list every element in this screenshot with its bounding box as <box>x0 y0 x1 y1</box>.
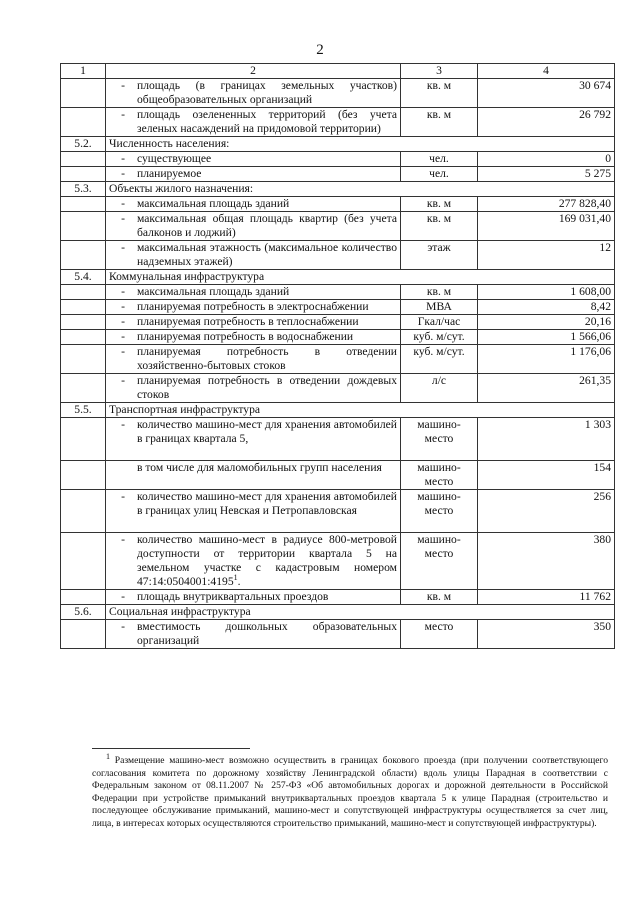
unit-cell: кв. м <box>401 108 478 137</box>
indicator-text: количество машино-мест для хранения автомобилей в границах улиц Невская и Петропавловская <box>137 490 397 517</box>
unit-cell: кв. м <box>401 590 478 605</box>
list-dash <box>109 461 137 475</box>
list-dash: - <box>121 300 125 313</box>
header-col-2: 2 <box>106 64 401 79</box>
table-row <box>61 620 615 649</box>
value-cell: 5 275 <box>478 167 615 182</box>
indicator-text: планируемая потребность в электроснабжении <box>137 300 369 313</box>
row-number <box>61 461 106 490</box>
value-cell: 350 <box>478 620 615 649</box>
table-row <box>61 461 615 490</box>
indicator-name <box>106 285 401 300</box>
table-row <box>61 167 615 182</box>
list-dash: - <box>121 79 125 92</box>
row-number: 5.5. <box>61 403 106 418</box>
indicator-name <box>106 315 401 330</box>
indicator-name <box>106 108 401 137</box>
row-number <box>61 285 106 300</box>
footnote-separator <box>92 748 250 749</box>
value-cell: 1 176,06 <box>478 345 615 374</box>
unit-cell: МВА <box>401 300 478 315</box>
indicator-name <box>106 374 401 403</box>
unit-cell: куб. м/сут. <box>401 345 478 374</box>
value-cell: 1 608,00 <box>478 285 615 300</box>
header-col-3: 3 <box>401 64 478 79</box>
table-row <box>61 212 615 241</box>
unit-cell: чел. <box>401 152 478 167</box>
value-cell: 12 <box>478 241 615 270</box>
indicator-name <box>106 167 401 182</box>
unit-cell: машино-место <box>401 418 478 461</box>
list-dash: - <box>121 590 125 603</box>
table-header-row <box>61 64 615 79</box>
indicator-text: планируемая потребность в отведении хозяйственно-бытовых стоков <box>137 345 397 372</box>
list-dash: - <box>121 533 125 546</box>
value-cell: 11 762 <box>478 590 615 605</box>
indicators-table <box>60 63 615 649</box>
indicator-name <box>106 490 401 533</box>
indicator-text: количество машино-мест в радиусе 800-метровой доступности от территории квартала 5 на земельном участке с кадастровым номером 47:14:0504001:4195 <box>137 533 397 588</box>
section-title: Объекты жилого назначения: <box>106 182 615 197</box>
value-cell: 1 303 <box>478 418 615 461</box>
table-row <box>61 418 615 461</box>
indicator-name <box>106 418 401 461</box>
row-number <box>61 197 106 212</box>
row-number <box>61 79 106 108</box>
list-dash: - <box>121 620 125 633</box>
unit-cell: машино-место <box>401 533 478 590</box>
row-number <box>61 330 106 345</box>
value-cell: 1 566,06 <box>478 330 615 345</box>
footnote-ref: 1 <box>233 573 238 583</box>
table-row <box>61 152 615 167</box>
header-col-4: 4 <box>478 64 615 79</box>
row-number <box>61 212 106 241</box>
row-number: 5.4. <box>61 270 106 285</box>
indicator-name <box>106 79 401 108</box>
row-number: 5.6. <box>61 605 106 620</box>
list-dash: - <box>121 108 125 121</box>
indicator-name <box>106 345 401 374</box>
indicator-text: площадь озелененных территорий (без учета зеленых насаждений на придомовой территории) <box>137 108 397 135</box>
section-title: Транспортная инфраструктура <box>106 403 615 418</box>
indicator-text: максимальная площадь зданий <box>137 285 290 298</box>
unit-cell: кв. м <box>401 212 478 241</box>
value-cell: 380 <box>478 533 615 590</box>
table-row <box>61 300 615 315</box>
table-row <box>61 197 615 212</box>
row-number: 5.3. <box>61 182 106 197</box>
unit-cell: машино-место <box>401 461 478 490</box>
indicator-text: планируемая потребность в отведении дождевых стоков <box>137 374 397 401</box>
list-dash: - <box>121 285 125 298</box>
list-dash: - <box>121 330 125 343</box>
unit-cell: место <box>401 620 478 649</box>
indicator-text: планируемая потребность в водоснабжении <box>137 330 354 343</box>
list-dash: - <box>121 418 125 431</box>
indicator-name <box>106 533 401 590</box>
indicator-text: в том числе для маломобильных групп населения <box>137 461 382 474</box>
value-cell: 261,35 <box>478 374 615 403</box>
footnote-text: Размещение машино-мест возможно осуществить в границах бокового проезда (при получении соответствующего согласования комитета по дорожному хозяйству Ленинградской области) вдоль улицы Парадная в соответствии с Федеральным законом от 08.11.2007 № 257-ФЗ «Об автомобильных дорогах и дорожной деятельности в Российской Федерации при устройстве примыканий внутриквартальных проездов квартала 5 к улице Парадная (строительство и последующее обслуживание примыканий, машино-мест и сопутствующей инфраструктуры осуществляется за счет лиц, лица, в интересах которых осуществляются строительство примыканий, машино-мест и сопутствующей инфраструктуры). <box>92 755 608 829</box>
section-title: Коммунальная инфраструктура <box>106 270 615 285</box>
list-dash: - <box>121 241 125 254</box>
indicator-text: максимальная этажность (максимальное количество надземных этажей) <box>137 241 397 268</box>
row-number <box>61 152 106 167</box>
row-number <box>61 300 106 315</box>
row-number <box>61 167 106 182</box>
row-number <box>61 241 106 270</box>
indicator-name <box>106 300 401 315</box>
table-row <box>61 285 615 300</box>
footnote <box>92 751 608 831</box>
table-row <box>61 108 615 137</box>
row-number <box>61 315 106 330</box>
header-col-1: 1 <box>61 64 106 79</box>
section-row <box>61 403 615 418</box>
value-cell: 154 <box>478 461 615 490</box>
table-row <box>61 315 615 330</box>
unit-cell: кв. м <box>401 197 478 212</box>
indicator-name <box>106 620 401 649</box>
indicator-text: максимальная площадь зданий <box>137 197 290 210</box>
row-number <box>61 590 106 605</box>
indicator-name <box>106 241 401 270</box>
indicator-text: планируемая потребность в теплоснабжении <box>137 315 359 328</box>
indicator-name <box>106 197 401 212</box>
unit-cell: Гкал/час <box>401 315 478 330</box>
list-dash: - <box>121 212 125 225</box>
indicator-name <box>106 152 401 167</box>
section-row <box>61 605 615 620</box>
value-cell: 277 828,40 <box>478 197 615 212</box>
indicator-text: количество машино-мест для хранения автомобилей в границах квартала 5, <box>137 418 397 445</box>
table-row <box>61 241 615 270</box>
value-cell: 20,16 <box>478 315 615 330</box>
value-cell: 30 674 <box>478 79 615 108</box>
indicator-text: планируемое <box>137 167 202 180</box>
unit-cell: машино-место <box>401 490 478 533</box>
row-number <box>61 418 106 461</box>
unit-cell: куб. м/сут. <box>401 330 478 345</box>
indicator-text: максимальная общая площадь квартир (без учета балконов и лоджий) <box>137 212 397 239</box>
row-number <box>61 108 106 137</box>
list-dash: - <box>121 374 125 387</box>
footnote-mark: 1 <box>106 751 110 761</box>
list-dash: - <box>121 167 125 180</box>
value-cell: 26 792 <box>478 108 615 137</box>
unit-cell: чел. <box>401 167 478 182</box>
unit-cell: л/с <box>401 374 478 403</box>
row-number <box>61 345 106 374</box>
indicator-suffix: . <box>237 575 241 588</box>
table-row <box>61 79 615 108</box>
indicator-name <box>106 212 401 241</box>
table-row <box>61 374 615 403</box>
table-row <box>61 590 615 605</box>
list-dash: - <box>121 197 125 210</box>
row-number <box>61 533 106 590</box>
value-cell: 169 031,40 <box>478 212 615 241</box>
list-dash: - <box>121 345 125 358</box>
table-row <box>61 533 615 590</box>
row-number: 5.2. <box>61 137 106 152</box>
value-cell: 8,42 <box>478 300 615 315</box>
value-cell: 0 <box>478 152 615 167</box>
section-row <box>61 182 615 197</box>
list-dash: - <box>121 490 125 503</box>
value-cell: 256 <box>478 490 615 533</box>
list-dash: - <box>121 315 125 328</box>
indicator-name <box>106 330 401 345</box>
unit-cell: кв. м <box>401 79 478 108</box>
row-number <box>61 374 106 403</box>
unit-cell: этаж <box>401 241 478 270</box>
page-number: 2 <box>316 42 324 58</box>
section-title: Социальная инфраструктура <box>106 605 615 620</box>
indicator-text: существующее <box>137 152 212 165</box>
indicator-text: площадь (в границах земельных участков) общеобразовательных организаций <box>137 79 397 106</box>
indicator-name <box>106 461 401 490</box>
table-row <box>61 345 615 374</box>
unit-cell: кв. м <box>401 285 478 300</box>
table-row <box>61 490 615 533</box>
row-number <box>61 620 106 649</box>
section-row <box>61 137 615 152</box>
table-row <box>61 330 615 345</box>
indicator-name <box>106 590 401 605</box>
row-number <box>61 490 106 533</box>
indicator-text: площадь внутриквартальных проездов <box>137 590 329 603</box>
section-row <box>61 270 615 285</box>
indicator-text: вместимость дошкольных образовательных организаций <box>137 620 397 647</box>
list-dash: - <box>121 152 125 165</box>
section-title: Численность населения: <box>106 137 615 152</box>
